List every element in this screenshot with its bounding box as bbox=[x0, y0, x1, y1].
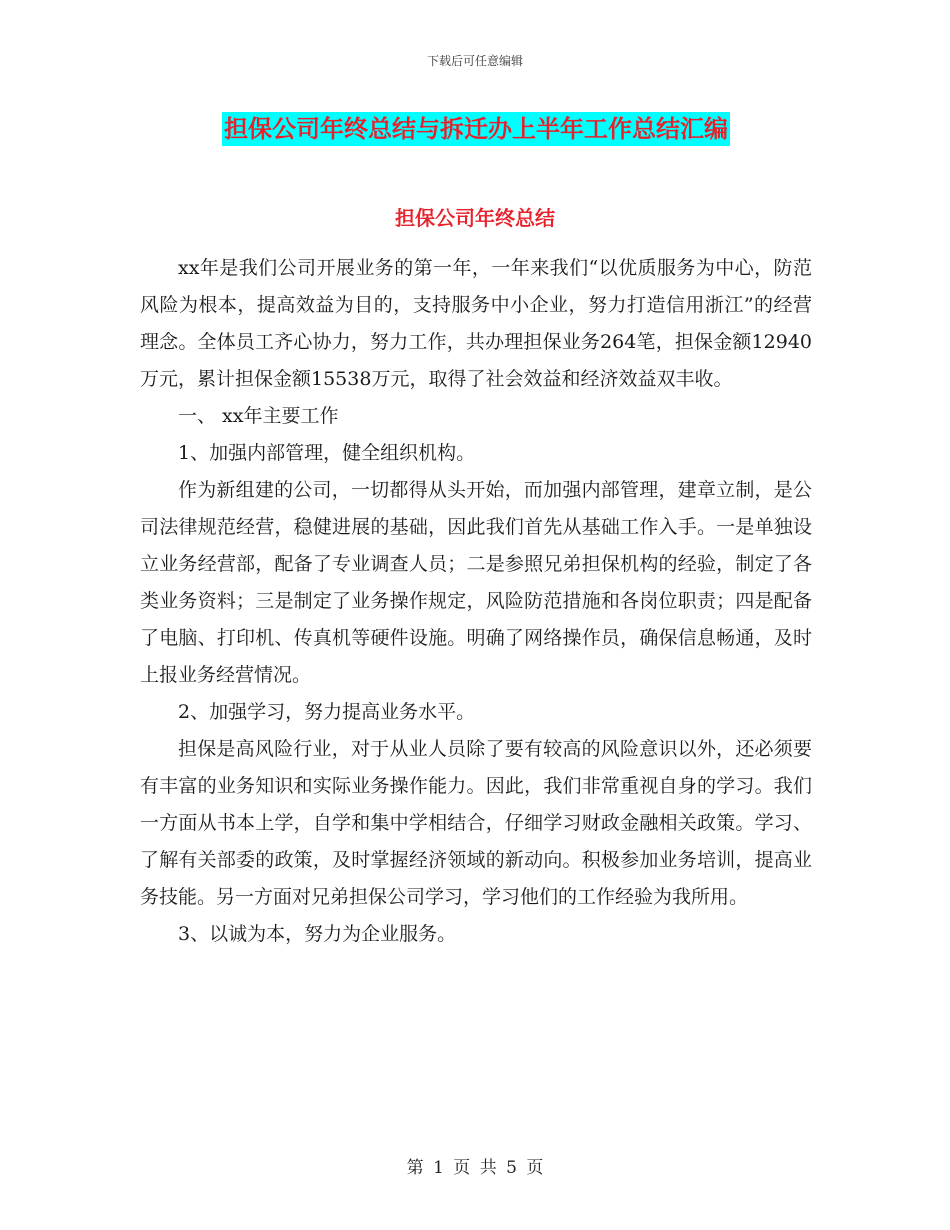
section-title: 担保公司年终总结 bbox=[395, 206, 555, 230]
paragraph-study: 担保是高风险行业，对于从业人员除了要有较高的风险意识以外，还必须要有丰富的业务知识和实际业务操作能力。因此，我们非常重视自身的学习。我们一方面从书本上学，自学和集中学相结合，仔细学习财政金融相关政策。学习、了解有关部委的政策，及时掌握经济领域的新动向。积极参加业务培训，提高业务技能。另一方面对兄弟担保公司学习，学习他们的工作经验为我所用。 bbox=[140, 738, 812, 908]
paragraph-intro: xx年是我们公司开展业务的第一年，一年来我们“以优质服务为中心，防范风险为根本，提高效益为目的，支持服务中小企业，努力打造信用浙江”的经营理念。全体员工齐心协力，努力工作，共办理担保业务264笔，担保金额12940万元，累计担保金额15538万元，取得了社会效益和经济效益双丰收。 bbox=[140, 257, 812, 390]
heading-main-work: 一、 xx年主要工作 bbox=[178, 405, 339, 427]
page-number: 第 1 页 共 5 页 bbox=[406, 1158, 544, 1178]
heading-service: 3、以诚为本，努力为企业服务。 bbox=[178, 923, 457, 945]
paragraph-internal-management: 作为新组建的公司，一切都得从头开始，而加强内部管理，建章立制，是公司法律规范经营，稳健进展的基础，因此我们首先从基础工作入手。一是单独设立业务经营部，配备了专业调查人员；二是参照兄弟担保机构的经验，制定了各类业务资料；三是制定了业务操作规定，风险防范措施和各岗位职责；四是配备了电脑、打印机、传真机等硬件设施。明确了网络操作员，确保信息畅通，及时上报业务经营情况。 bbox=[140, 479, 812, 686]
document-body bbox=[140, 250, 812, 953]
heading-internal-management: 1、加强内部管理，健全组织机构。 bbox=[178, 442, 476, 464]
header-note: 下载后可任意编辑 bbox=[426, 54, 523, 68]
document-title: 担保公司年终总结与拆迁办上半年工作总结汇编 bbox=[222, 112, 730, 146]
heading-study: 2、加强学习，努力提高业务水平。 bbox=[178, 701, 476, 723]
